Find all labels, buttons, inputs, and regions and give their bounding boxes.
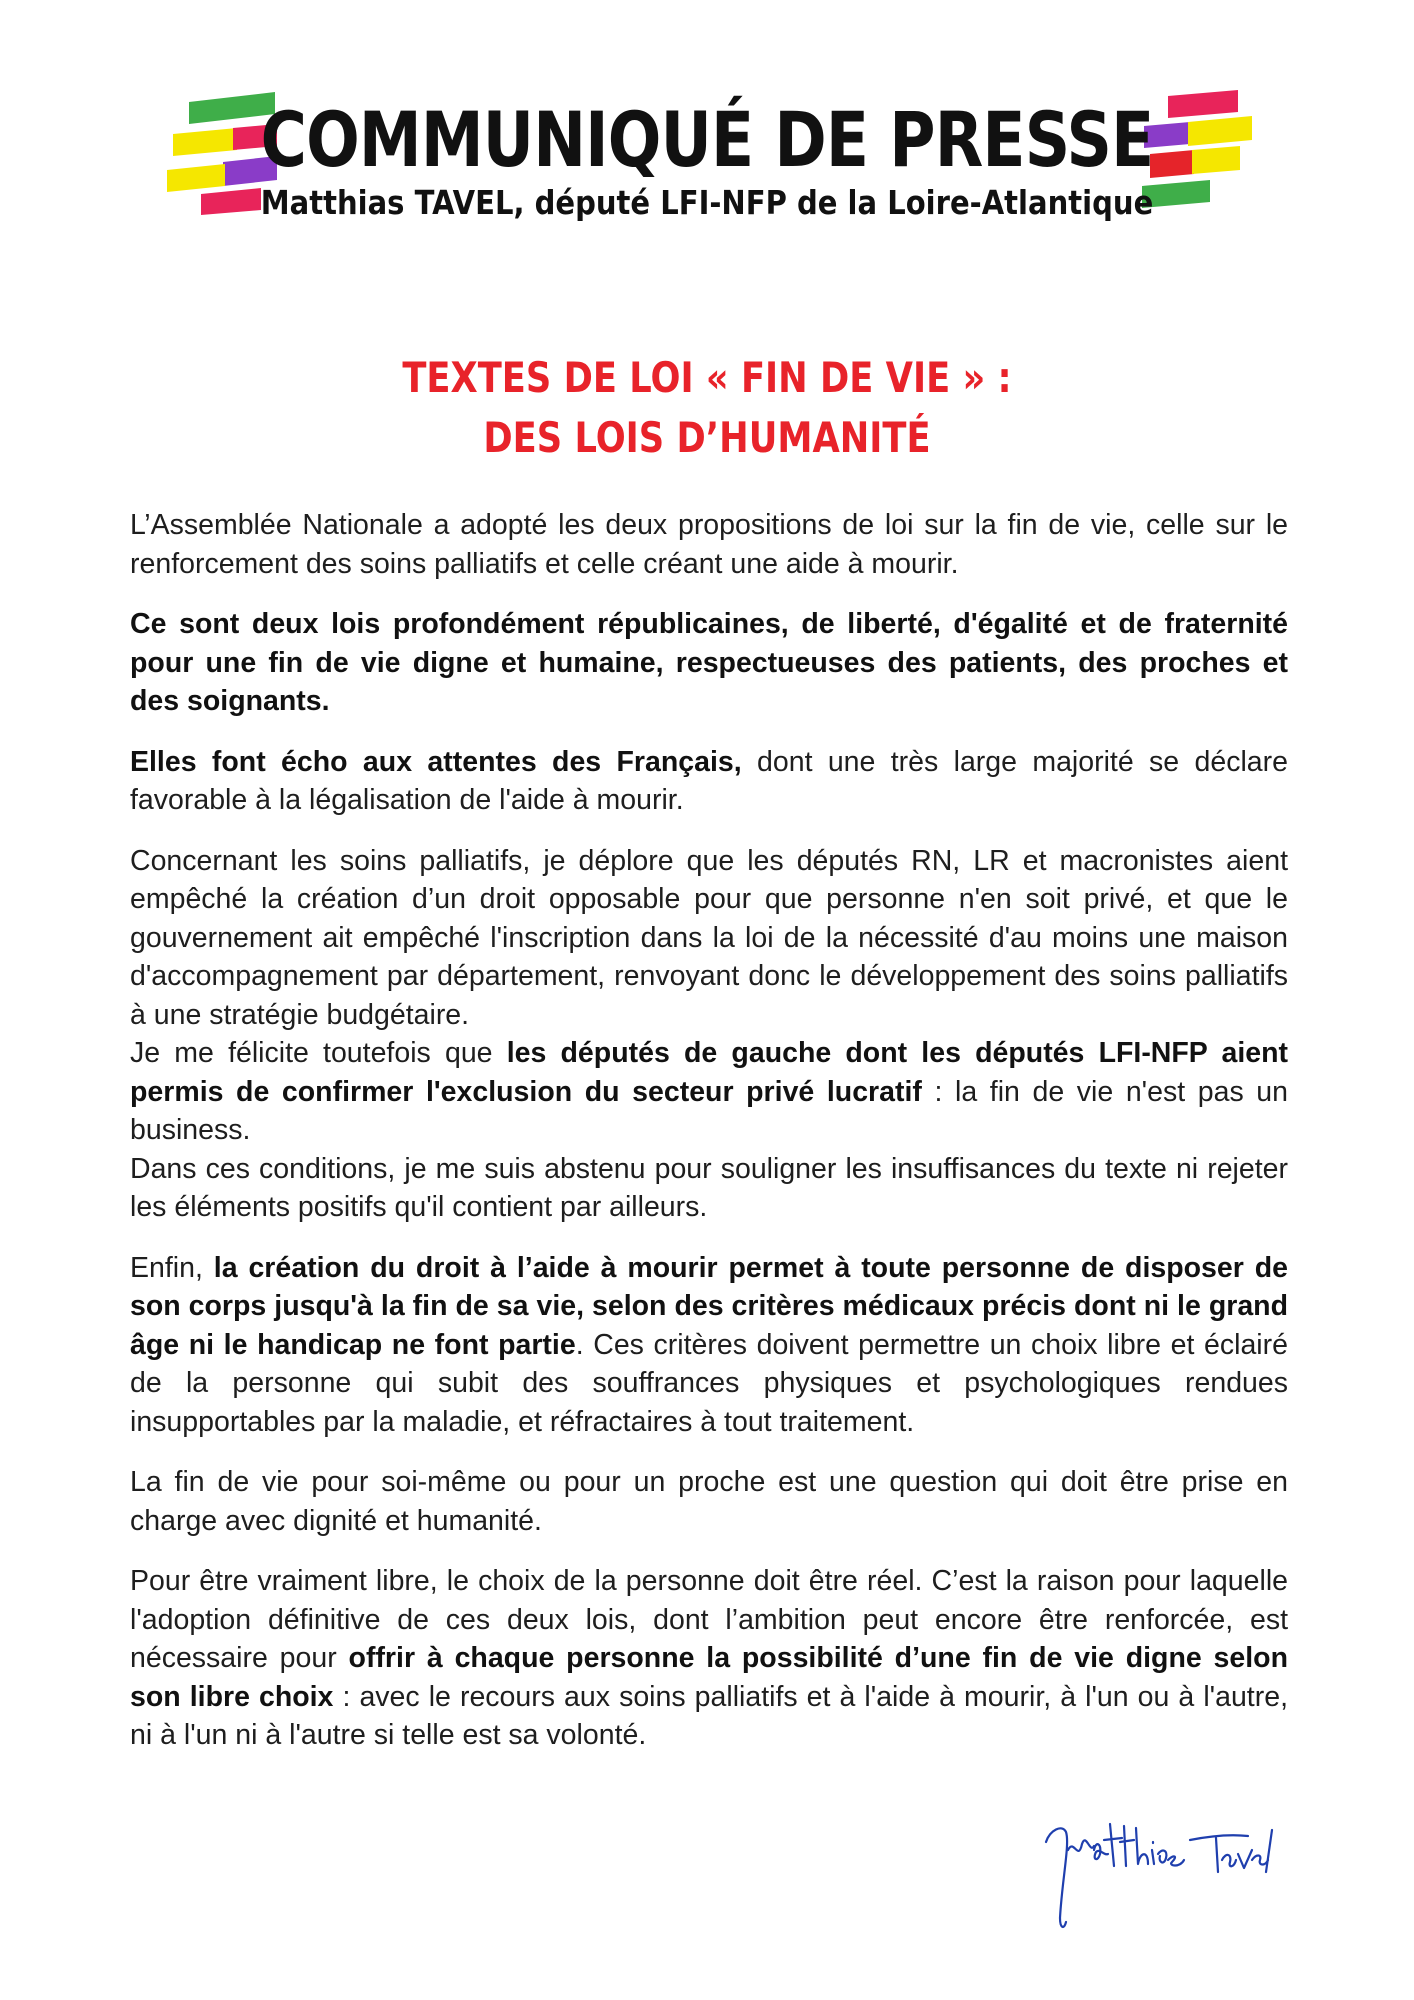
- paragraph-7-text-post: . Ces critères doivent permettre un choix libre et éclairé de la personne qui subit des souffrances physiques et psychologiques rendues insupportables par la maladie, et réfractaires à tout traitement.: [130, 1328, 1288, 1438]
- paragraph-9-text-post: : avec le recours aux soins palliatifs et à l'aide à mourir, à l'un ou à l'autre, ni à l'un ni à l'autre si telle est sa volonté.: [130, 1680, 1288, 1751]
- paragraph-9-bold: offrir à chaque personne la possibilité d’une fin de vie digne selon son libre choix: [130, 1642, 1288, 1713]
- paragraph-7: [130, 1249, 1288, 1442]
- header-title: COMMUNIQUÉ DE PRESSE: [260, 95, 1154, 184]
- handwritten-signature: [1040, 1810, 1280, 1945]
- paragraph-5-text-post: : la fin de vie n'est pas un business.: [130, 1075, 1288, 1146]
- paragraph-8: La fin de vie pour soi-même ou pour un proche est une question qui doit être prise en charge avec dignité et humanité.: [130, 1466, 1288, 1537]
- paragraph-6: Dans ces conditions, je me suis abstenu pour souligner les insuffisances du texte ni rejeter les éléments positifs qu'il contient par ailleurs.: [130, 1152, 1288, 1223]
- paragraph-1: L’Assemblée Nationale a adopté les deux propositions de loi sur la fin de vie, celle sur le renforcement des soins palliatifs et celle créant une aide à mourir.: [130, 509, 1288, 580]
- paragraph-2: [130, 605, 1288, 721]
- paragraph-7-bold: la création du droit à l’aide à mourir permet à toute personne de disposer de son corps jusqu'à la fin de sa vie, selon des critères médicaux précis dont ni le grand âge ni le handicap ne font partie: [130, 1251, 1288, 1361]
- document-title: [113, 348, 1301, 468]
- paragraph-7-text-pre: Enfin,: [130, 1251, 214, 1284]
- paragraph-2-bold: Ce sont deux lois profondément républicaines, de liberté, d'égalité et de fraternité pour une fin de vie digne et humaine, respectueuses des patients, des proches et des soignants.: [130, 608, 1288, 717]
- paragraph-5: [130, 1034, 1288, 1150]
- document-title-line-1: TEXTES DE LOI « FIN DE VIE » :: [402, 353, 1012, 402]
- press-release-header: [0, 0, 1414, 260]
- press-release-body: [130, 506, 1288, 1777]
- paragraph-5-text-pre: Je me félicite toutefois que: [130, 1037, 507, 1069]
- paragraph-9-text-pre: Pour être vraiment libre, le choix de la personne doit être réel. C’est la raison pour laquelle l'adoption définitive de ces deux lois, dont l’ambition peut encore être renforcée, est nécessaire pour: [130, 1565, 1288, 1674]
- paragraph-9: [130, 1562, 1288, 1755]
- document-title-line-2: DES LOIS D’HUMANITÉ: [483, 413, 931, 462]
- paragraph-3-bold: Elles font écho aux attentes des Français,: [130, 745, 742, 778]
- paragraph-3: [130, 743, 1288, 820]
- paragraph-5-bold: les députés de gauche dont les députés LFI-NFP aient permis de confirmer l'exclusion du secteur privé lucratif: [130, 1037, 1288, 1108]
- header-subtitle: Matthias TAVEL, député LFI-NFP de la Loire-Atlantique: [260, 183, 1154, 222]
- paragraph-3-text: dont une très large majorité se déclare favorable à la légalisation de l'aide à mourir.: [130, 745, 1288, 816]
- paragraph-4: Concernant les soins palliatifs, je déplore que les députés RN, LR et macronistes aient empêché la création d’un droit opposable pour que personne n'en soit privé, et que le gouvernement ait empêché l'inscription dans la loi de la nécessité d'au moins une maison d'accompagnement par département, renvoyant donc le développement des soins palliatifs à une stratégie budgétaire.: [130, 844, 1288, 1031]
